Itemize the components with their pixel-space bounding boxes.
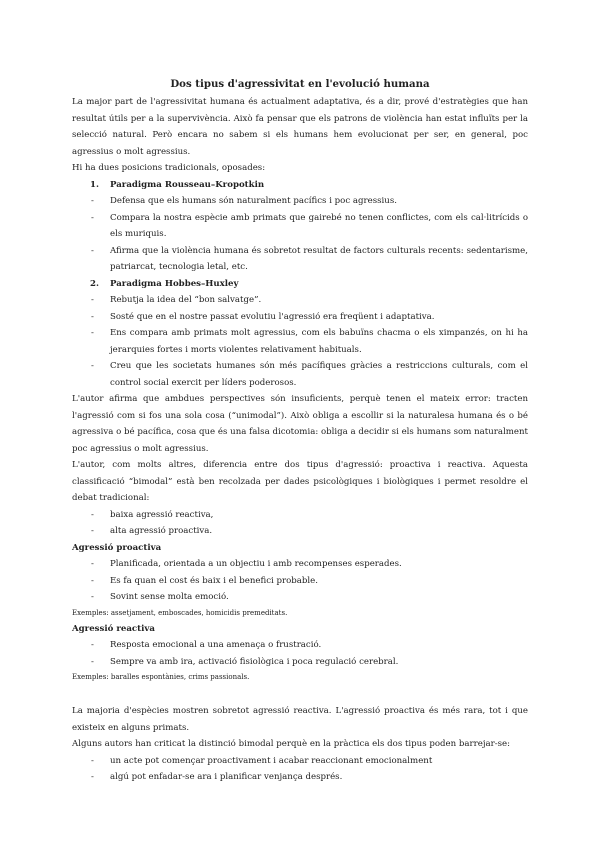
paradigm-2-heading: [72, 276, 528, 293]
paradigm-2-list: [72, 292, 528, 391]
distinction-list: [72, 507, 528, 540]
author-critique-paragraph: L'autor afirma que ambdues perspectives són insuficients, perquè tenen el mateix error: tracten l'agressió com si fos una sola cosa (“unimodal”). Això obliga a escollir si la naturalesa humana és o bé agressiva o bé pacífica, cosa que és una falsa dicotomia: obliga a decidir si els humans som naturalment poc agressius o molt agressius.: [72, 394, 528, 454]
list-item: - un acte pot començar proactivament i acabar reaccionant emocionalment: [91, 755, 433, 766]
species-note-paragraph: La majoria d'espècies mostren sobretot agressió reactiva. L'agressió proactiva és més rara, tot i que existeix en alguns primats.: [72, 706, 528, 733]
proactive-heading: Agressió proactiva: [72, 542, 162, 553]
paradigm-1-title: Paradigma Rousseau–Kropotkin: [110, 179, 265, 190]
reactive-examples: Exemples: baralles espontànies, crims passionals.: [72, 673, 250, 681]
list-item: - Ens compara amb primats molt agressius, com els babuïns chacma o els ximpanzés, on hi ha jerarquies fortes i morts violentes relativament habituals.: [91, 328, 528, 355]
list-item: - Creu que les societats humanes són més pacífiques gràcies a restriccions culturals, com el control social exercit per líders poderosos.: [91, 361, 528, 388]
paradigm-2-number: 2.: [90, 278, 99, 289]
reactive-list: [72, 637, 528, 670]
list-item: - Sovint sense molta emoció.: [91, 592, 229, 602]
reactive-heading: Agressió reactiva: [72, 623, 155, 634]
paradigm-1-number: 1.: [90, 179, 99, 190]
list-item: - alta agressió proactiva.: [91, 526, 213, 536]
proactive-list: [72, 556, 528, 606]
paradigm-1-list: [72, 193, 528, 276]
spacer: [72, 685, 528, 703]
list-item: - Es fa quan el cost és baix i el benefici probable.: [91, 575, 318, 586]
author-distinction-paragraph: L'autor, com molts altres, diferencia entre dos tipus d'agressió: proactiva i reactiva. Aquesta classificació “bimodal” està ben recolzada per dades psicològiques i biològiques i permet resoldre el debat tradicional:: [72, 460, 528, 503]
paradigm-2-title: Paradigma Hobbes–Huxley: [110, 278, 239, 289]
list-item: - Compara la nostra espècie amb primats que gairebé no tenen conflictes, com els cal·litrícids o els muriquis.: [91, 212, 528, 239]
list-item: - Sosté que en el nostre passat evolutiu l'agressió era freqüent i adaptativa.: [91, 311, 435, 322]
proactive-examples: Exemples: assetjament, emboscades, homicidis premeditats.: [72, 608, 288, 617]
list-item: - Afirma que la violència humana és sobretot resultat de factors culturals recents: sedentarisme, patriarcat, tecnologia letal, etc.: [91, 245, 528, 272]
criticism-lead: Alguns autors han criticat la distinció bimodal perquè en la pràctica els dos tipus poden barrejar-se:: [72, 739, 511, 749]
list-item: - Resposta emocional a una amenaça o frustració.: [91, 640, 322, 650]
positions-lead: Hi ha dues posicions tradicionals, oposades:: [72, 163, 266, 173]
criticism-list: [72, 753, 528, 786]
list-item: - Planificada, orientada a un objectiu i amb recompenses esperades.: [91, 559, 402, 569]
list-item: - baixa agressió reactiva,: [91, 509, 214, 520]
list-item: - Sempre va amb ira, activació fisiològica i poca regulació cerebral.: [91, 656, 399, 667]
paradigm-1-heading: [72, 177, 528, 194]
list-item: - algú pot enfadar-se ara i planificar venjança després.: [91, 772, 343, 782]
document-title: Dos tipus d'agressivitat en l'evolució humana: [170, 78, 430, 90]
list-item: - Rebutja la idea del “bon salvatge”.: [91, 295, 262, 305]
intro-paragraph: La major part de l'agressivitat humana és actualment adaptativa, és a dir, prové d'estratègies que han resultat útils per a la supervivència. Això fa pensar que els patrons de violència han estat influïts per la selecció natural. Però encara no sabem si els humans hem evolucionat per ser, en general, poc agressius o molt agressius.: [72, 97, 528, 157]
list-item: - Defensa que els humans són naturalment pacífics i poc agressius.: [91, 196, 397, 206]
